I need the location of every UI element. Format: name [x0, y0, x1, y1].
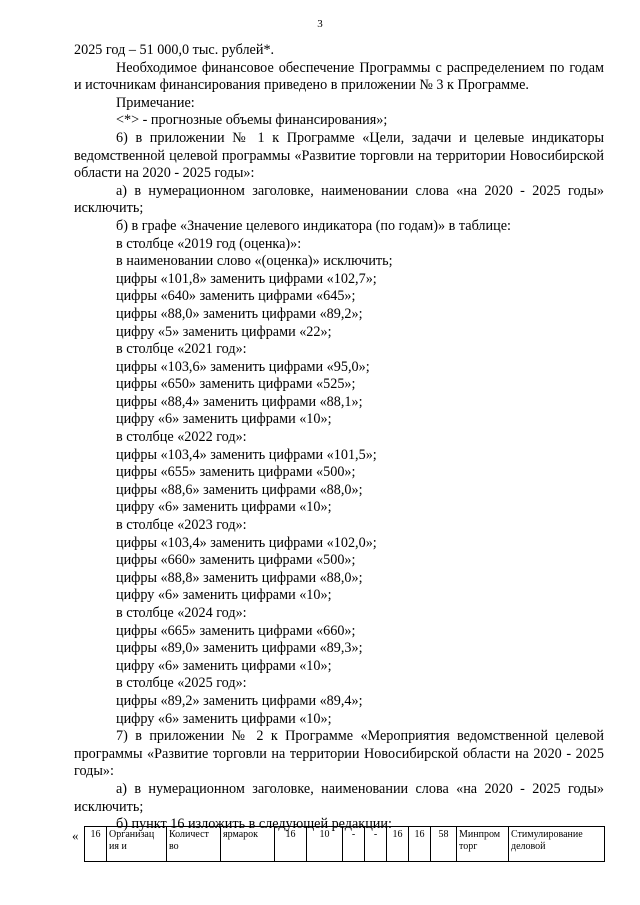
paragraph: б) пункт 16 изложить в следующей редакции:: [116, 816, 392, 833]
paragraph: цифру «6» заменить цифрами «10»;: [116, 411, 332, 428]
paragraph: Примечание:: [116, 94, 195, 111]
paragraph: 2025 год – 51 000,0 тыс. рублей*.: [74, 42, 275, 58]
paragraph: цифры «89,0» заменить цифрами «89,3»;: [116, 640, 363, 657]
paragraph: цифры «665» заменить цифрами «660»;: [116, 622, 356, 639]
paragraph: цифры «88,0» заменить цифрами «89,2»;: [116, 305, 363, 322]
paragraph: цифры «103,4» заменить цифрами «102,0»;: [116, 534, 377, 551]
paragraph: Необходимое финансовое обеспечение Программы с распределением по годам и источникам финансирования приведено в приложении № 3 к Программе.: [74, 59, 604, 94]
paragraph: цифру «6» заменить цифрами «10»;: [116, 657, 332, 674]
paragraph: а) в нумерационном заголовке, наименовании слова «на 2020 - 2025 годы» исключить;: [74, 182, 604, 217]
paragraph: в наименовании слово «(оценка)» исключить;: [116, 253, 393, 270]
table-cell: 10: [307, 827, 343, 862]
table-cell: Стимулирование деловой: [509, 827, 605, 862]
paragraph: 7) в приложении № 2 к Программе «Мероприятия ведомственной целевой программы «Развитие торговли на территории Новосибирской области на 2020 - 2025 годы»:: [74, 728, 604, 780]
paragraph: в столбце «2022 год»:: [116, 429, 247, 446]
paragraph: цифры «89,2» заменить цифрами «89,4»;: [116, 692, 363, 709]
paragraph: цифры «655» заменить цифрами «500»;: [116, 464, 356, 481]
paragraph: цифры «88,4» заменить цифрами «88,1»;: [116, 393, 363, 410]
opening-quote: «: [72, 828, 79, 843]
document-body: [74, 42, 604, 834]
table-cell: 16: [275, 827, 307, 862]
paragraph: цифры «103,6» заменить цифрами «95,0»;: [116, 358, 370, 375]
table-cell: ярмарок: [221, 827, 275, 862]
paragraph: цифры «650» заменить цифрами «525»;: [116, 376, 356, 393]
table-cell: 16: [409, 827, 431, 862]
paragraph: б) в графе «Значение целевого индикатора (по годам)» в таблице:: [116, 217, 511, 234]
table-cell: Количест во: [167, 827, 221, 862]
paragraph: цифры «640» заменить цифрами «645»;: [116, 288, 356, 305]
table-cell: Минпром торг: [457, 827, 509, 862]
paragraph: 6) в приложении № 1 к Программе «Цели, задачи и целевые индикаторы ведомственной целевой программы «Развитие торговли на территории Новосибирской области на 2020 - 2025 годы»:: [74, 129, 604, 182]
paragraph: цифры «101,8» заменить цифрами «102,7»;: [116, 270, 377, 287]
paragraph: в столбце «2021 год»:: [116, 341, 247, 358]
paragraph: цифру «6» заменить цифрами «10»;: [116, 710, 332, 727]
paragraph: <*> - прогнозные объемы финансирования»;: [116, 112, 388, 129]
table-cell: 16: [387, 827, 409, 862]
paragraph: в столбце «2025 год»:: [116, 675, 247, 692]
paragraph: цифры «660» заменить цифрами «500»;: [116, 552, 356, 569]
table-cell: 58: [431, 827, 457, 862]
paragraph: в столбце «2024 год»:: [116, 605, 247, 621]
paragraph: цифры «88,6» заменить цифрами «88,0»;: [116, 481, 363, 498]
table-cell: Организац ия и: [107, 827, 167, 862]
paragraph: цифры «88,8» заменить цифрами «88,0»;: [116, 569, 363, 586]
paragraph: в столбце «2019 год (оценка)»:: [116, 235, 302, 252]
paragraph: цифру «6» заменить цифрами «10»;: [116, 587, 332, 604]
paragraph: цифру «6» заменить цифрами «10»;: [116, 499, 332, 516]
table-cell: 16: [85, 827, 107, 862]
table-cell: -: [343, 827, 365, 862]
paragraph: в столбце «2023 год»:: [116, 517, 247, 534]
paragraph: цифру «5» заменить цифрами «22»;: [116, 323, 332, 340]
measures-table: [84, 826, 605, 862]
table-cell: -: [365, 827, 387, 862]
table-row: [85, 827, 605, 862]
paragraph: а) в нумерационном заголовке, наименовании слова «на 2020 - 2025 годы» исключить;: [74, 780, 604, 815]
paragraph: цифры «103,4» заменить цифрами «101,5»;: [116, 446, 377, 463]
page-number: 3: [317, 18, 323, 30]
